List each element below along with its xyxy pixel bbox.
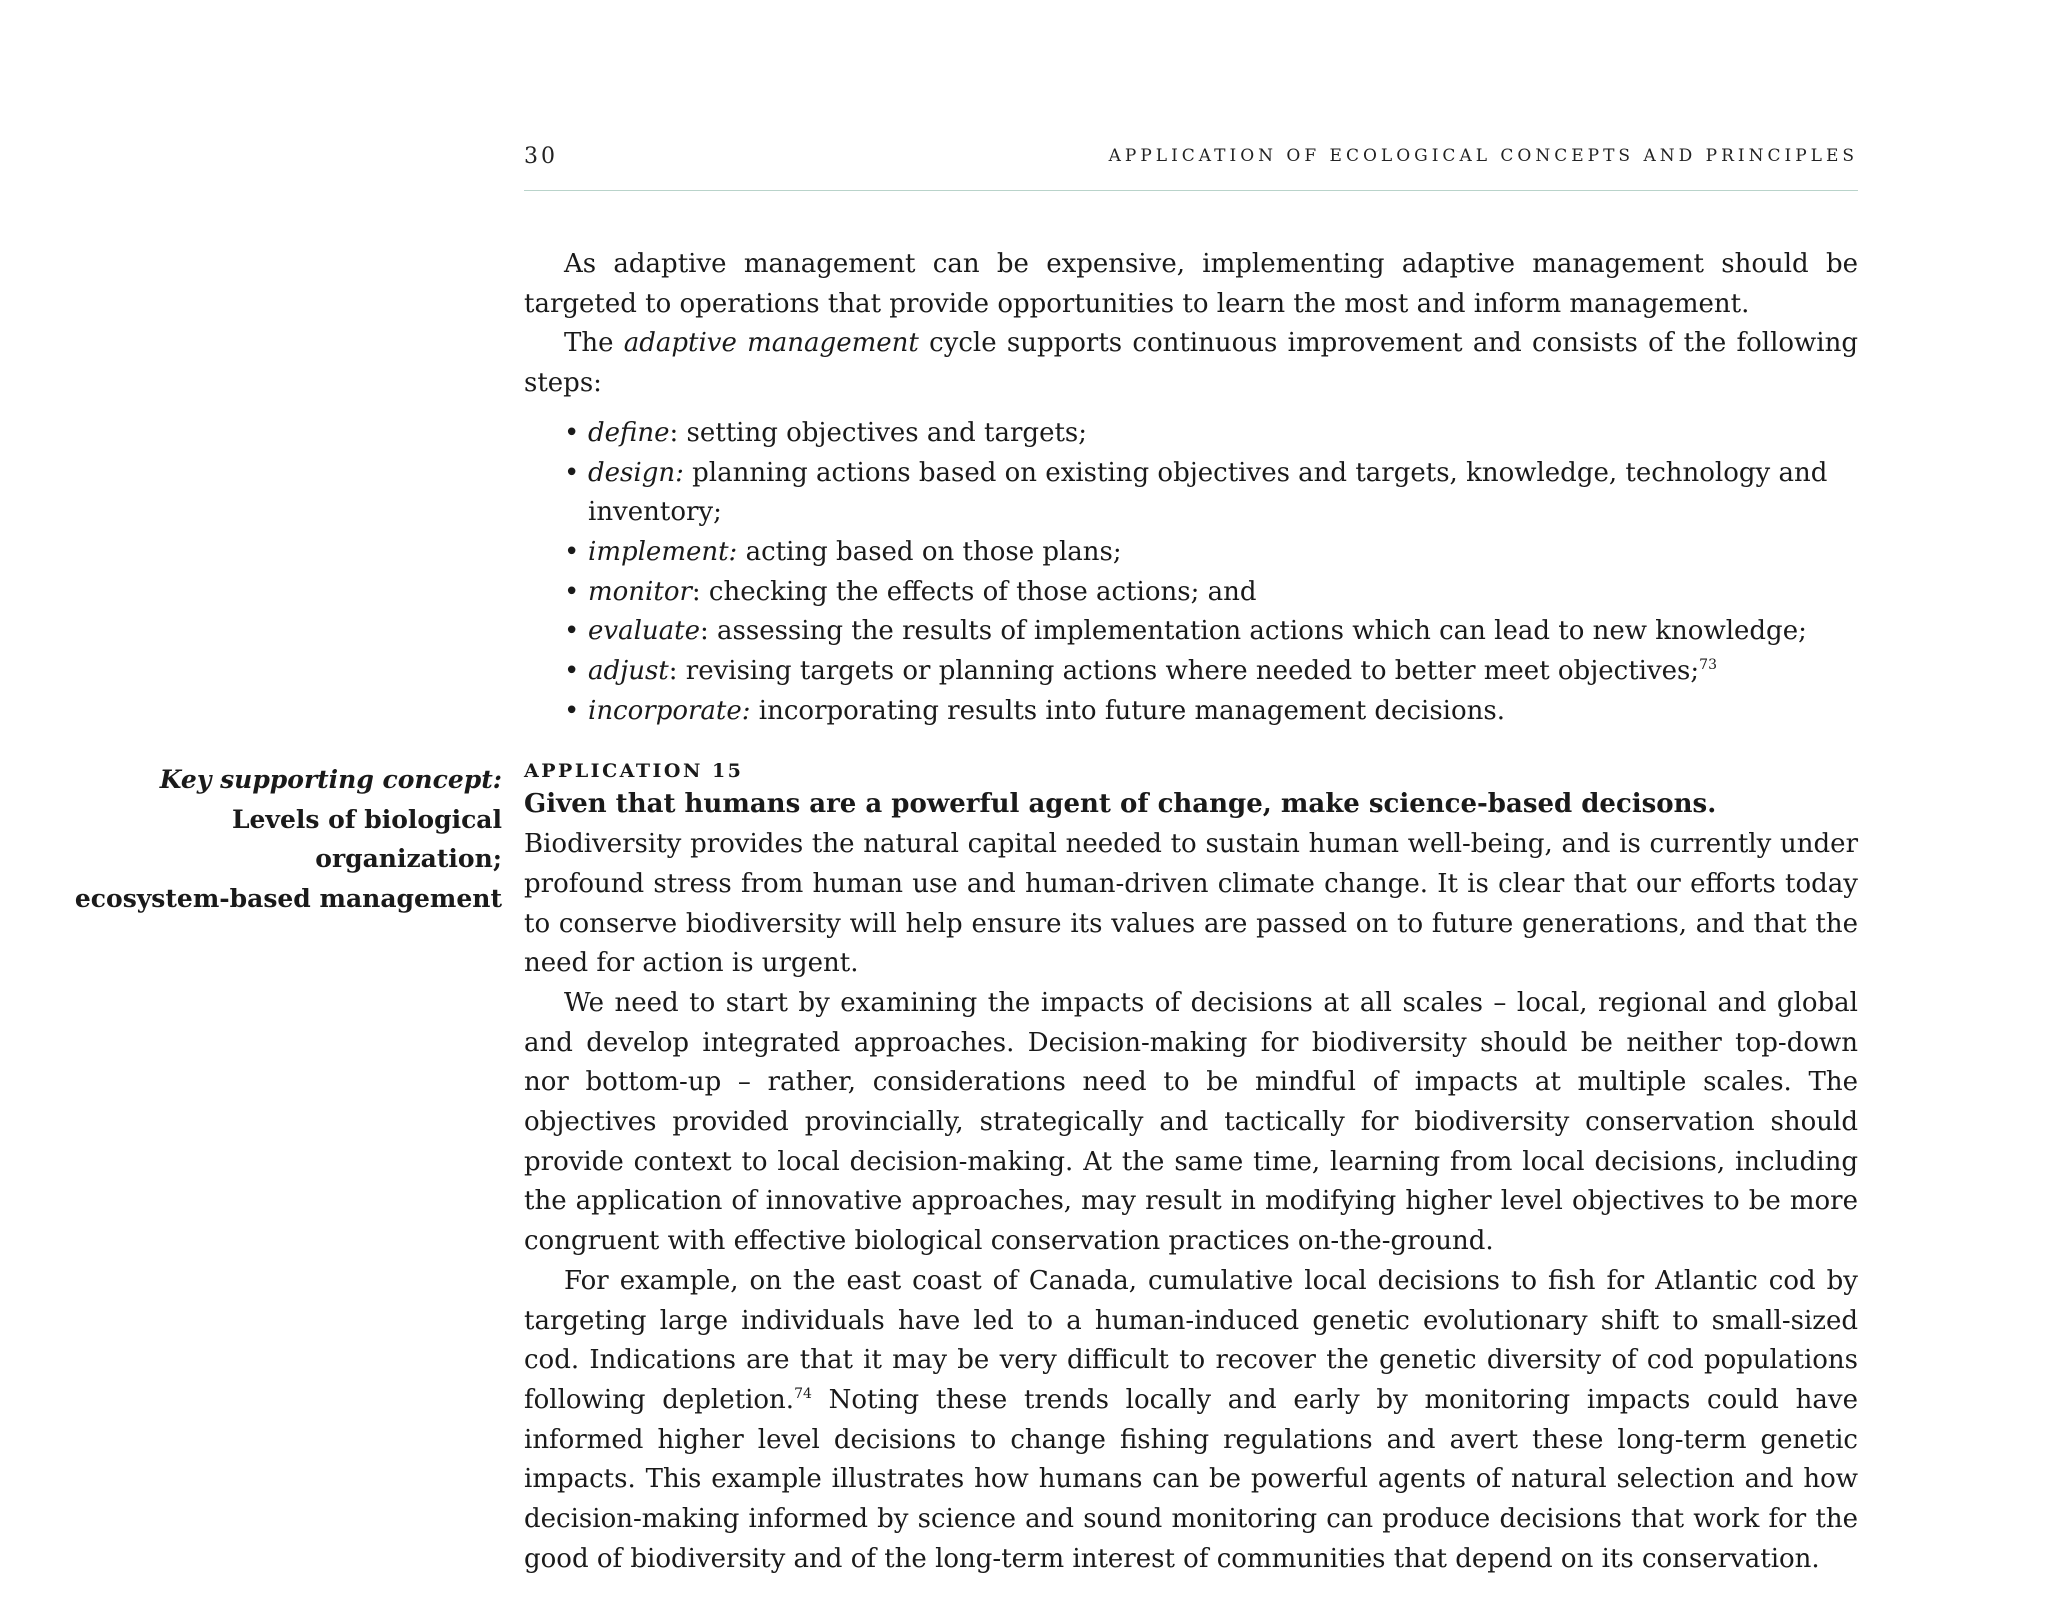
step-term: design:: [588, 457, 684, 488]
key-concept-line-2: ecosystem-based management: [74, 884, 502, 914]
step-text: incorporating results into future management decisions.: [750, 695, 1505, 726]
list-item: • monitor: checking the effects of those actions; and: [564, 576, 1257, 607]
intro-p2-term: adaptive management: [623, 328, 919, 359]
list-item: • define: setting objectives and targets;: [564, 417, 1088, 448]
step-term: incorporate:: [588, 695, 751, 726]
list-item: • adjust: revising targets or planning actions where needed to better meet objectives;$^{73}$: [564, 656, 1717, 687]
application-title: Given that humans are a powerful agent of change, make science-based decisons.: [524, 789, 1717, 820]
key-concept-line-1: Levels of biological organization;: [231, 804, 502, 874]
intro-paragraph-1: As adaptive management can be expensive, implementing adaptive management should be targeted to operations that provide opportunities to learn the most and inform management.: [524, 249, 1858, 319]
list-item: • implement: acting based on those plans;: [564, 536, 1122, 567]
running-head: APPLICATION OF ECOLOGICAL CONCEPTS AND PRINCIPLES: [1108, 146, 1858, 166]
footnote-ref-73[interactable]: 73: [1699, 657, 1717, 674]
intro-p2-post: cycle supports continuous improvement and consists of the following steps:: [524, 328, 1859, 399]
footnote-ref-74[interactable]: 74: [794, 1385, 812, 1402]
step-term: evaluate: [588, 616, 700, 647]
step-text: : checking the effects of those actions; and: [691, 576, 1257, 607]
application-paragraph-3: [524, 1262, 1858, 1580]
intro-p2-pre: The: [564, 328, 624, 359]
app-p3-part-a: For example, on the east coast of Canada, cumulative local decisions to fish for Atlantic cod by targeting large individuals have led to a human-induced genetic evolutionary shift to small-sized cod. Indications are that it may be very difficult to recover the genetic diversity of cod populations following depletion.: [524, 1265, 1858, 1415]
app-p3-part-b: Noting these trends locally and early by monitoring impacts could have informed higher level decisions to change fishing regulations and avert these long-term genetic impacts. This example illustrates how humans can be powerful agents of natural selection and how decision-making informed by science and sound monitoring can produce decisions that work for the good of biodiversity and of the long-term interest of communities that depend on its conservation.: [524, 1384, 1858, 1574]
application-label: APPLICATION 15: [524, 760, 744, 783]
key-concept-label: Key supporting concept:: [159, 765, 502, 794]
application-paragraph-2: We need to start by examining the impacts of decisions at all scales – local, regional and global and develop integrated approaches. Decision-making for biodiversity should be neither top-down nor bottom-up – rather, considerations need to be mindful of impacts at multiple scales. The objectives provided provincially, strategically and tactically for biodiversity conservation should provide context to local decision-making. At the same time, learning from local decisions, including the application of innovative approaches, may result in modifying higher level objectives to be more congruent with effective biological conservation practices on-the-ground.: [524, 987, 1858, 1257]
list-item: • incorporate: incorporating results into future management decisions.: [564, 695, 1505, 726]
page-number: 30: [524, 144, 558, 169]
step-text: : revising targets or planning actions where needed to better meet objectives;: [668, 656, 1700, 687]
application-paragraph-1: Biodiversity provides the natural capital needed to sustain human well-being, and is currently under profound stress from human use and human-driven climate change. It is clear that our efforts today to conserve biodiversity will help ensure its values are passed on to future generations, and that the need for action is urgent.: [524, 829, 1858, 979]
list-item: • evaluate: assessing the results of implementation actions which can lead to new knowledge;: [564, 616, 1807, 647]
step-text: acting based on those plans;: [737, 536, 1122, 567]
intro-paragraph-2: [524, 324, 1858, 403]
key-concept-sidebar: [42, 760, 502, 919]
adaptive-steps-list: [564, 414, 1858, 732]
main-text: [524, 245, 1858, 1580]
step-term: define: [588, 417, 670, 448]
step-term: monitor: [588, 576, 692, 607]
page-header: [524, 140, 1858, 191]
step-text: : setting objectives and targets;: [669, 417, 1088, 448]
list-item: • design: planning actions based on existing objectives and targets, knowledge, technology and inventory;: [564, 457, 1828, 528]
step-text: : assessing the results of implementation actions which can lead to new knowledge;: [699, 616, 1807, 647]
step-term: adjust: [588, 656, 669, 687]
step-text: planning actions based on existing objectives and targets, knowledge, technology and inventory;: [588, 457, 1828, 528]
step-term: implement:: [588, 536, 738, 567]
